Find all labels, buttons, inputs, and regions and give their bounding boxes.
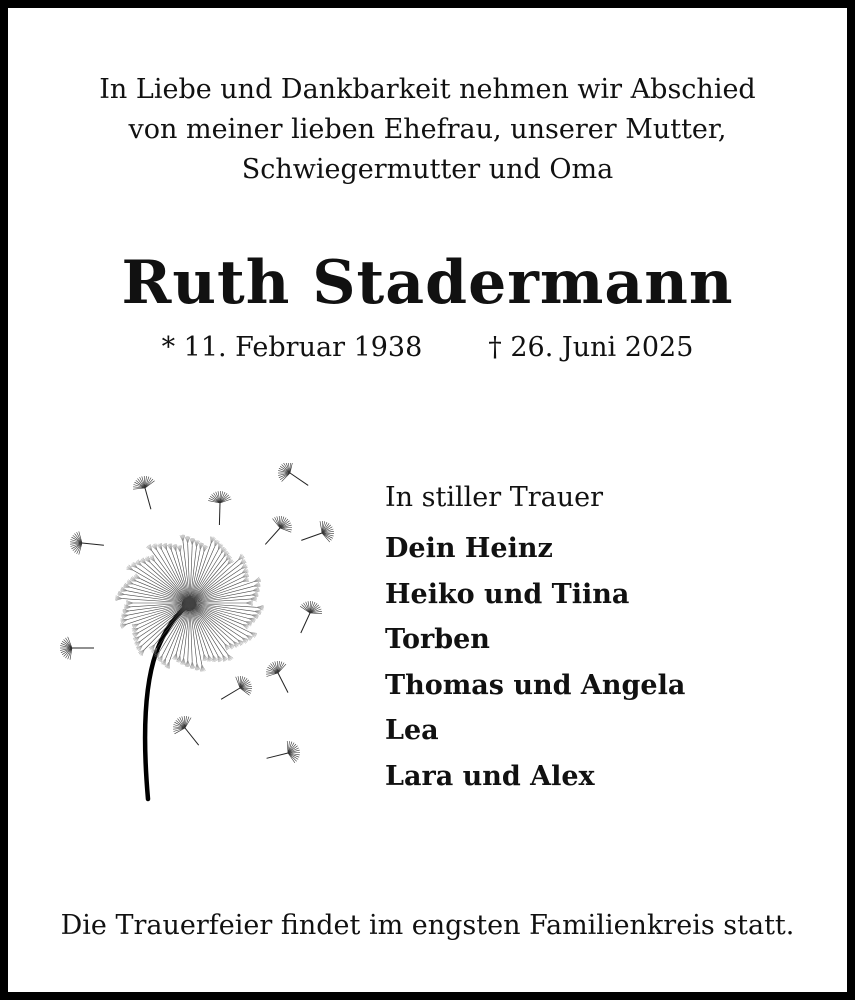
intro-line: von meiner lieben Ehefrau, unserer Mutter,: [128, 114, 727, 145]
flying-seed: [300, 601, 322, 633]
mourner-name: Thomas und Angela: [385, 669, 686, 701]
mourner-name: Heiko und Tiina: [385, 578, 630, 610]
mourners-lead: In stiller Trauer: [385, 482, 604, 513]
birth-date: * 11. Februar 1938: [161, 332, 423, 363]
flying-seed: [133, 476, 155, 509]
funeral-note: Die Trauerfeier findet im engsten Familienkreis statt.: [60, 910, 795, 941]
life-dates: [8, 330, 847, 366]
flying-seed: [267, 741, 300, 763]
mourner-name: Lea: [385, 715, 439, 746]
mourners-block: [385, 478, 685, 799]
mourner-name: Torben: [385, 624, 490, 655]
flying-seed: [278, 463, 308, 485]
flying-seed: [301, 521, 334, 542]
mourner-name: Lara und Alex: [385, 760, 595, 792]
intro-line: In Liebe und Dankbarkeit nehmen wir Abschied: [99, 74, 756, 105]
intro-line: Schwiegermutter und Oma: [241, 154, 614, 185]
flying-seed: [221, 676, 252, 699]
death-date: † 26. Juni 2025: [488, 332, 694, 363]
deceased-name: Ruth Stadermann: [121, 248, 734, 318]
flying-seed: [173, 716, 199, 745]
flying-seed: [265, 516, 292, 544]
dandelion-puff: [115, 535, 264, 672]
intro-text: [8, 70, 847, 190]
flying-seed: [266, 661, 288, 693]
flying-seed: [70, 531, 104, 554]
dandelion-icon: [60, 463, 350, 803]
mourner-name: Dein Heinz: [385, 533, 553, 564]
flying-seed: [60, 637, 94, 660]
mourners-names: [385, 526, 685, 799]
flying-seed: [208, 491, 231, 525]
